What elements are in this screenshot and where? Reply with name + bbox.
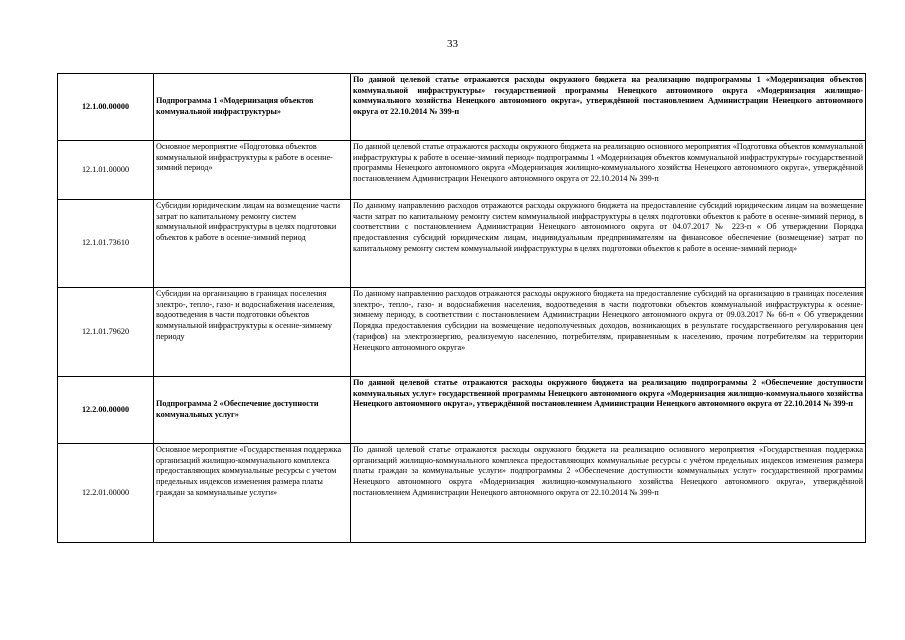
row-code: 12.2.00.00000	[58, 377, 154, 444]
row-name: Основное мероприятие «Государственная поддержка организаций жилищно-коммунального комплекса предоставляющих коммунальные ресурсы с учетом предельных индексов изменения размера платы граждан за коммунальные услуги»	[154, 444, 351, 543]
table-row-subprogram-1	[58, 74, 866, 141]
row-description: По данной целевой статье отражаются расходы окружного бюджета на реализацию подпрограммы 2 «Обеспечение доступности коммунальных услуг» государственной программы Ненецкого автономного округа «Модернизация жилищно-коммунального хозяйства Ненецкого автономного округа», утверждённой постановлением Администрации Ненецкого автономного округа от 22.10.2014 № 399-п	[351, 377, 866, 444]
row-code: 12.2.01.00000	[58, 444, 154, 543]
row-code: 12.1.00.00000	[58, 74, 154, 141]
row-name: Подпрограмма 1 «Модернизация объектов коммунальной инфраструктуры»	[154, 74, 351, 141]
row-description: По данному направлению расходов отражаются расходы окружного бюджета на предоставление субсидий юридическим лицам на возмещение части затрат по капитальному ремонту систем коммунальной инфраструктуры в целях подготовки объектов к работе в осенне-зимний период, в соответствии с постановлением Администрации Ненецкого автономного округа от 04.07.2017 № 223-п « Об утверждении Порядка предоставления субсидий юридическим лицам, индивидуальным предпринимателям на финансовое обеспечение (возмещение) затрат по капитальному ремонту систем коммунальной инфраструктуры в целях подготовки объектов к работе в осенне-зимний период»	[351, 200, 866, 288]
row-code: 12.1.01.73610	[58, 200, 154, 288]
row-name: Основное мероприятие «Подготовка объектов коммунальной инфраструктуры к работе в осенне-зимний период»	[154, 141, 351, 200]
table-row-subsidy-79620	[58, 288, 866, 377]
table-row-subsidy-73610	[58, 200, 866, 288]
budget-classification-table	[57, 73, 866, 543]
row-name: Субсидии на организацию в границах поселения электро-, тепло-, газо- и водоснабжения населения, водоотведения в части подготовки объектов коммунальной инфраструктуры к осенне-зимнему периоду	[154, 288, 351, 377]
table-row-main-activity-2	[58, 444, 866, 543]
row-name: Субсидии юридическим лицам на возмещение части затрат по капитальному ремонту систем коммунальной инфраструктуры в целях подготовки объектов к работе в осенне-зимний период	[154, 200, 351, 288]
row-description: По данной целевой статье отражаются расходы окружного бюджета на реализацию основного мероприятия «Государственная поддержка организаций жилищно-коммунального комплекса предоставляющих коммунальные ресурсы с учётом предельных индексов изменения размера платы граждан за коммунальные услуги» подпрограммы 2 «Обеспечение доступности коммунальных услуг» государственной программы Ненецкого автономного округа «Модернизация жилищно-коммунального хозяйства Ненецкого автономного округа», утверждённой постановлением Администрации Ненецкого автономного округа от 22.10.2014 № 399-п	[351, 444, 866, 543]
row-description: По данной целевой статье отражаются расходы окружного бюджета на реализацию подпрограммы 1 «Модернизация объектов коммунальной инфраструктуры» государственной программы Ненецкого автономного округа «Модернизация жилищно-коммунального хозяйства Ненецкого автономного округа», утверждённой постановлением Администрации Ненецкого автономного округа от 22.10.2014 № 399-п	[351, 74, 866, 141]
row-description: По данному направлению расходов отражаются расходы окружного бюджета на предоставление субсидий на организацию в границах поселения электро-, тепло-, газо- и водоснабжения населения, водоотведения в части подготовки объектов коммунальной инфраструктуры к осенне-зимнему периоду, в соответствии с постановлением Администрации Ненецкого автономного округа от 09.03.2017 № 66-п « Об утверждении Порядка предоставления субсидии на возмещение недополученных доходов, возникающих в результате государственного регулирования цен (тарифов) на электроэнергию, реализуемую населению, потребителям, приравненным к населению, прочим потребителям на территории Ненецкого автономного округа»	[351, 288, 866, 377]
page-number: 33	[447, 38, 458, 50]
table-row-main-activity-1	[58, 141, 866, 200]
row-description: По данной целевой статье отражаются расходы окружного бюджета на реализацию основного мероприятия «Подготовка объектов коммунальной инфраструктуры к работе в осенне-зимний период» подпрограммы 1 «Модернизация объектов коммунальной инфраструктуры» государственной программы Ненецкого автономного округа «Модернизация жилищно-коммунального хозяйства Ненецкого автономного округа», утверждённой постановлением Администрации Ненецкого автономного округа от 22.10.2014 № 399-п	[351, 141, 866, 200]
row-code: 12.1.01.00000	[58, 141, 154, 200]
row-name: Подпрограмма 2 «Обеспечение доступности коммунальных услуг»	[154, 377, 351, 444]
row-code: 12.1.01.79620	[58, 288, 154, 377]
table-row-subprogram-2	[58, 377, 866, 444]
